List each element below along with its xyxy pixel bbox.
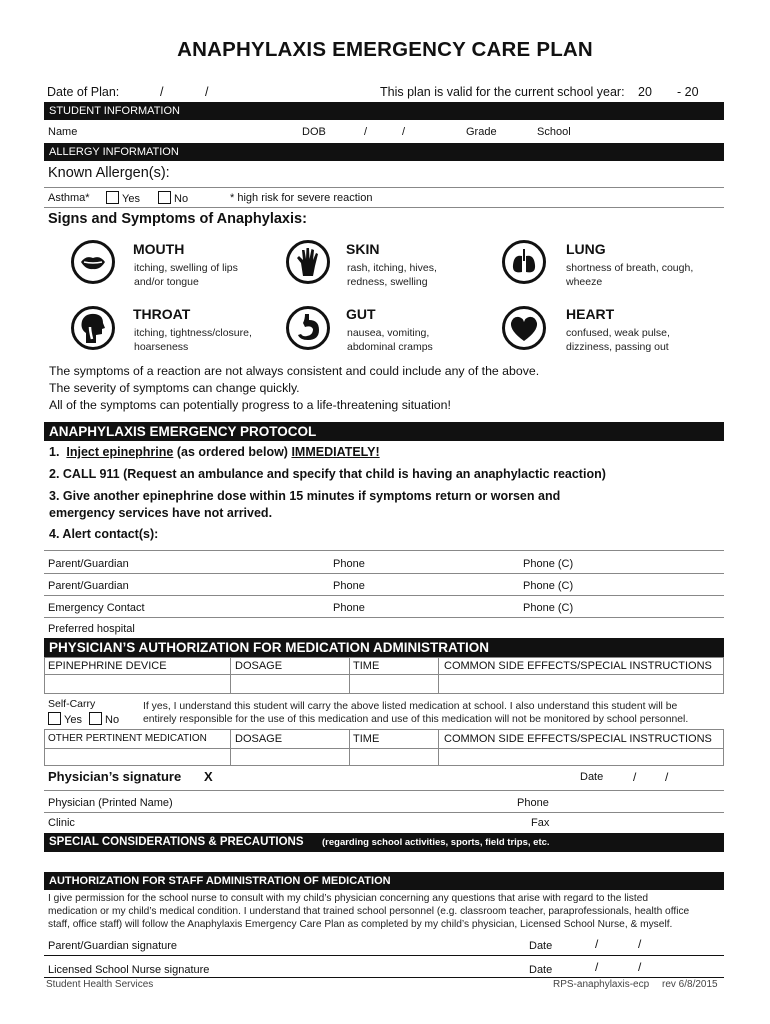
asthma-no[interactable] [158,191,188,205]
lung-desc: shortness of breath, cough, wheeze [566,262,694,288]
other-col-divider-2 [349,729,350,766]
contacts-top-line [44,550,724,551]
school-label: School [537,126,571,138]
physician-printed-name-label: Physician (Printed Name) [48,797,173,809]
dob-label: DOB [302,126,326,138]
med-col-divider-3 [438,657,439,694]
special-considerations-header: SPECIAL CONSIDERATIONS & PRECAUTIONS (regarding school activities, sports, field trips, etc. [44,833,724,852]
med-col-divider-2 [349,657,350,694]
nurse-date-label: Date [529,964,553,976]
printed-name-line [44,812,724,813]
page-title: ANAPHYLAXIS EMERGENCY CARE PLAN [177,38,593,61]
col-other-side-effects: COMMON SIDE EFFECTS/SPECIAL INSTRUCTIONS [444,733,712,745]
asthma-yes-checkbox[interactable] [106,191,119,204]
col-other-time: TIME [353,733,380,745]
physician-phone-label: Phone [517,797,549,809]
physician-date-label: Date [580,771,604,783]
parent-signature-label: Parent/Guardian signature [48,940,178,952]
date-of-plan-label: Date of Plan: [47,85,120,99]
self-carry-no-checkbox[interactable] [89,712,102,725]
physician-auth-header: PHYSICIAN’S AUTHORIZATION FOR MEDICATION ADMINISTRATION [44,638,724,657]
parent-signature-line [44,955,724,956]
protocol-step-3a: 3. Give another epinephrine dose within 15 minutes if symptoms return or worsen and [49,489,561,503]
name-label: Name [48,126,78,138]
skin-desc: rash, itching, hives, redness, swelling [347,262,437,288]
gut-desc: nausea, vomiting, abdominal cramps [347,327,433,353]
protocol-header: ANAPHYLAXIS EMERGENCY PROTOCOL [44,422,724,441]
staff-auth-text: I give permission for the school nurse to consult with my child’s physician concerning any questions that arise with regard to the listed medication or my child’s medical condition. I understand that trained school personnel (e.g. classroom teacher, paraprofessionals, health office staff, office staff) will follow the Anaphylaxis Emergency Care Plan as completed by my child’s physician, Licensed School Nurse, & myself. [48,893,690,930]
asthma-no-label: No [174,193,189,205]
contact-line-3 [44,617,724,618]
col-side-effects: COMMON SIDE EFFECTS/SPECIAL INSTRUCTIONS [444,660,712,672]
protocol-step-2: 2. CALL 911 (Request an ambulance and specify that child is having an anaphylactic reaction) [49,467,606,481]
asthma-no-checkbox[interactable] [158,191,171,204]
contact-2-label: Parent/Guardian [48,580,129,592]
parent-date-sep-2: / [638,937,642,951]
col-time: TIME [353,660,380,672]
self-carry-no[interactable] [89,712,119,726]
special-considerations-sub: (regarding school activities, sports, field trips, etc. [322,837,550,848]
col-other-medication: OTHER PERTINENT MEDICATION [48,733,207,744]
preferred-hospital-label: Preferred hospital [48,623,135,635]
contact-3-label: Emergency Contact [48,602,145,614]
med-col-divider-1 [230,657,231,694]
self-carry-yes[interactable] [48,712,82,726]
physician-date-sep-1: / [633,770,637,784]
contact-1-phone: Phone [333,558,365,570]
throat-icon [71,306,115,350]
physician-signature-label: Physician’s signature [48,769,182,784]
nurse-signature-line [44,977,724,978]
clinic-label: Clinic [48,817,75,829]
protocol-step-3b: emergency services have not arrived. [49,506,273,520]
allergen-line [44,187,724,188]
valid-label: This plan is valid for the current school year: [380,85,625,99]
other-col-divider-1 [230,729,231,766]
asthma-yes-label: Yes [122,193,140,205]
heart-title: HEART [566,306,615,322]
self-carry-text: If yes, I understand this student will carry the above listed medication at school. I also understand this student will be entirely responsible for the use of this medication and use of this medication will not be monitored by school personnel. [143,701,689,725]
student-info-header: STUDENT INFORMATION [44,102,724,120]
mouth-desc: itching, swelling of lips and/or tongue [134,262,238,288]
col-epinephrine-device: EPINEPHRINE DEVICE [48,660,167,672]
heart-desc: confused, weak pulse, dizziness, passing out [566,327,670,353]
col-dosage: DOSAGE [235,660,283,672]
valid-year-2: - 20 [677,85,699,99]
self-carry-label: Self-Carry [48,698,96,710]
contact-line-2 [44,595,724,596]
heart-icon [502,306,546,350]
mouth-title: MOUTH [133,241,185,257]
lung-title: LUNG [566,241,606,257]
contact-2-phone: Phone [333,580,365,592]
other-med-header-line [44,748,724,749]
footer-left: Student Health Services [46,979,154,990]
date-sep-2: / [205,85,209,99]
col-other-dosage: DOSAGE [235,733,283,745]
other-col-divider-3 [438,729,439,766]
nurse-date-sep-2: / [638,960,642,974]
footer-rev: rev 6/8/2015 [662,979,718,990]
self-carry-yes-checkbox[interactable] [48,712,61,725]
parent-date-label: Date [529,940,553,952]
dob-sep-2: / [402,126,406,138]
asthma-yes[interactable] [106,191,140,205]
physician-date-sep-2: / [665,770,669,784]
parent-date-sep-1: / [595,937,599,951]
contact-3-phone-c: Phone (C) [523,602,574,614]
self-carry-no-label: No [105,714,120,726]
nurse-date-sep-1: / [595,960,599,974]
high-risk-note: * high risk for severe reaction [230,192,373,204]
date-sep-1: / [160,85,164,99]
contact-line-1 [44,573,724,574]
dob-sep-1: / [364,126,368,138]
footer-code: RPS-anaphylaxis-ecp [553,979,650,990]
contact-1-label: Parent/Guardian [48,558,129,570]
throat-desc: itching, tightness/closure, hoarseness [134,327,252,353]
signs-heading: Signs and Symptoms of Anaphylaxis: [48,211,307,227]
self-carry-yes-label: Yes [64,714,82,726]
lungs-icon [502,240,546,284]
throat-title: THROAT [133,306,191,322]
allergy-info-header: ALLERGY INFORMATION [44,143,724,161]
nurse-signature-label: Licensed School Nurse signature [48,964,210,976]
valid-year-1: 20 [638,85,652,99]
protocol-step-4: 4. Alert contact(s): [49,527,159,541]
contact-1-phone-c: Phone (C) [523,558,574,570]
contact-3-phone: Phone [333,602,365,614]
stomach-icon [286,306,330,350]
asthma-line [44,207,724,208]
skin-title: SKIN [346,241,380,257]
gut-title: GUT [346,306,376,322]
mouth-icon [71,240,115,284]
asthma-label: Asthma* [48,192,90,204]
protocol-step-1: 1. Inject epinephrine (as ordered below) IMMEDIATELY! [49,445,380,459]
symptom-notes: The symptoms of a reaction are not always consistent and could include any of the above. The severity of symptoms can change quickly. All of the symptoms can potentially progress to a life-threatening situation! [49,364,540,412]
staff-auth-header: AUTHORIZATION FOR STAFF ADMINISTRATION OF MEDICATION [44,872,724,890]
hand-icon [286,240,330,284]
medication-header-line [44,674,724,675]
known-allergens-label: Known Allergen(s): [48,165,170,181]
contact-2-phone-c: Phone (C) [523,580,574,592]
signature-x: X [204,769,213,784]
signature-line [44,790,724,791]
grade-label: Grade [466,126,497,138]
fax-label: Fax [531,817,550,829]
